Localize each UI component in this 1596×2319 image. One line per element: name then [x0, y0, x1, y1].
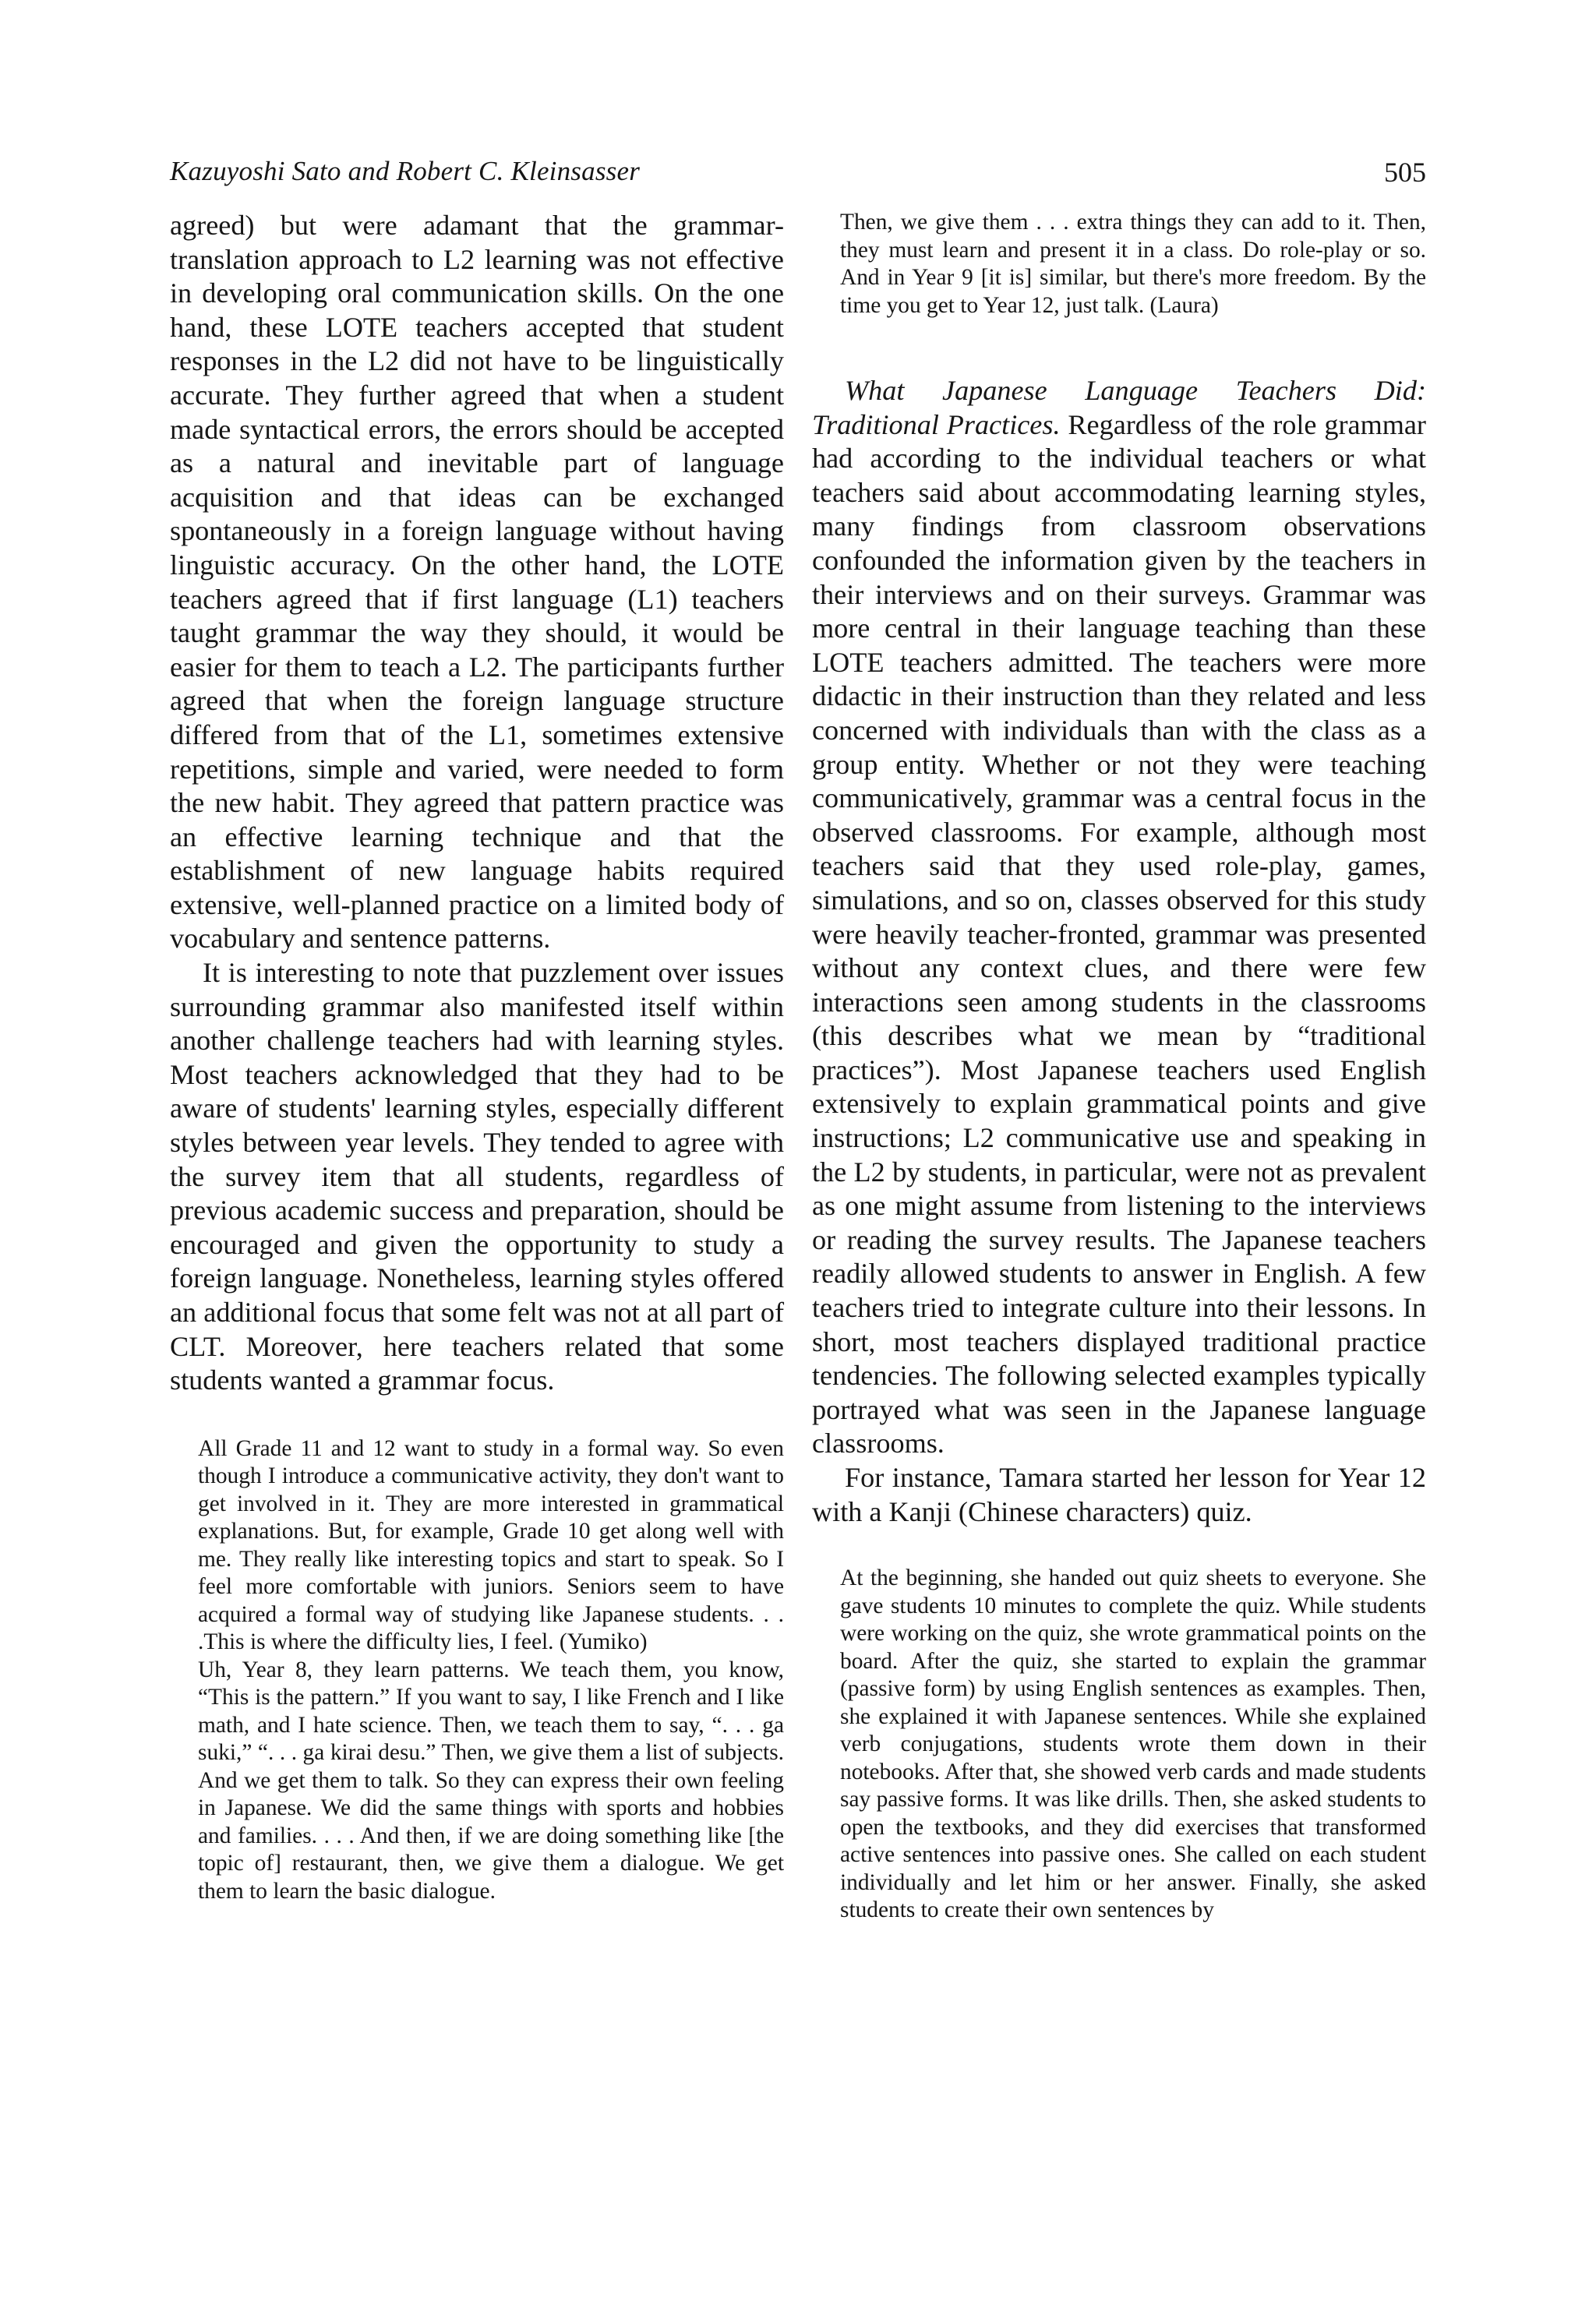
- spacer: [812, 319, 1426, 374]
- running-head: [170, 156, 1426, 203]
- section-heading: What Japanese Language Teachers Did: Traditional Practices.: [812, 375, 1426, 440]
- block-quote-observation: At the beginning, she handed out quiz sheets to everyone. She gave students 10 minutes to complete the quiz. While students were working on the quiz, she wrote grammatical points on the board. After the quiz, she started to explain the grammar (passive form) by using English sentences as examples. Then, she explained it with Japanese sentences. While she explained verb conjugations, students wrote them down in their notebooks. After that, she showed verb cards and made students say passive forms. It was like drills. Then, she asked students to open the textbooks, and they did exercises that transformed active sentences into passive ones. She called on each student individually and let him or her answer. Finally, she asked students to create their own sentences by: [840, 1565, 1426, 1923]
- body-paragraph-learning-styles: It is interesting to note that puzzlement over issues surrounding grammar also manifested itself within another challenge teachers had with learning styles. Most teachers acknowledged that they had to be aware of students' learning styles, especially different styles between year levels. They tended to agree with the survey item that all students, regardless of previous academic success and preparation, should be encouraged and given the opportunity to study a foreign language. Nonetheless, learning styles offered an additional focus that some felt was not at all part of CLT. Moreover, here teachers related that some students wanted a grammar focus.: [170, 957, 784, 1396]
- body-paragraph-continued: agreed) but were adamant that the grammar-translation approach to L2 learning was not effective in developing oral communication skills. On the one hand, these LOTE teachers accepted that student responses in the L2 did not have to be linguistically accurate. They further agreed that when a student made syntactical errors, the errors should be accepted as a natural and inevitable part of language acquisition and that ideas can be exchanged spontaneously in a foreign language without having linguistic accuracy. On the other hand, the LOTE teachers agreed that if first language (L1) teachers taught grammar the way they should, it would be easier for them to teach a L2. The participants further agreed that when the foreign language structure differed from that of the L1, sometimes extensive repetitions, simple and varied, were needed to form the new habit. They agreed that pattern practice was an effective learning technique and that the establishment of new language habits required extensive, well-planned practice on a limited body of vocabulary and sentence patterns.: [170, 210, 784, 955]
- spacer: [170, 1398, 784, 1435]
- body-paragraph-tamara: For instance, Tamara started her lesson for Year 12 with a Kanji (Chinese characters) quiz.: [812, 1462, 1426, 1527]
- left-column: [170, 209, 784, 1905]
- block-quote-laura-continued: Then, we give them . . . extra things they can add to it. Then, they must learn and present it in a class. Do role-play or so. And in Year 9 [it is] similar, but there's more freedom. By the time you get to Year 12, just talk. (Laura): [840, 210, 1426, 318]
- spacer: [812, 1529, 1426, 1565]
- block-quote-laura: Uh, Year 8, they learn patterns. We teach them, you know, “This is the pattern.” If you want to say, I like French and I like math, and I hate science. Then, we teach them to say, “. . . ga suki,” “. . . ga kirai desu.” Then, we give them a list of subjects. And we get them to talk. So they can express their own feeling in Japanese. We did the same things with sports and hobbies and families. . . . And then, if we are doing something like [the topic of] restaurant, then, we give them a dialogue. We get them to learn the basic dialogue.: [198, 1657, 784, 1904]
- right-column: [812, 209, 1426, 1925]
- body-paragraph-traditional-practices: [812, 374, 1426, 1461]
- running-head-authors: Kazuyoshi Sato and Robert C. Kleinsasser: [170, 156, 641, 186]
- page-number: 505: [1384, 157, 1426, 188]
- section-paragraph-text: Regardless of the role grammar had according to the individual teachers or what teachers said about accommodating learning styles, many findings from classroom observations confounded the information given by the teachers in their interviews and on their surveys. Grammar was more central in their language teaching than these LOTE teachers admitted. The teachers were more didactic in their instruction than they related and less concerned with individuals than with the class as a group entity. Whether or not they were teaching communicatively, grammar was a central focus in the observed classrooms. For example, although most teachers said that they used role-play, games, simulations, and so on, classes observed for this study were heavily teacher-fronted, grammar was presented without any context clues, and there were few interactions seen among students in the classrooms (this describes what we mean by “traditional practices”). Most Japanese teachers used English extensively to explain grammatical points and give instructions; L2 communicative use and speaking in the L2 by students, in particular, were not as prevalent as one might assume from listening to the interviews or reading the survey results. The Japanese teachers readily allowed students to answer in English. A few teachers tried to integrate culture into their lessons. In short, most teachers displayed traditional practice tendencies. The following selected examples typically portrayed what was seen in the Japanese language classrooms.: [812, 408, 1426, 1460]
- block-quote-yumiko: All Grade 11 and 12 want to study in a formal way. So even though I introduce a communicative activity, they don't want to get involved in it. They are more interested in grammatical explanations. But, for example, Grade 10 get along well with me. They really like interesting topics and start to speak. So I feel more comfortable with juniors. Seniors seem to have acquired a formal way of studying like Japanese students. . . .This is where the difficulty lies, I feel. (Yumiko): [198, 1435, 784, 1655]
